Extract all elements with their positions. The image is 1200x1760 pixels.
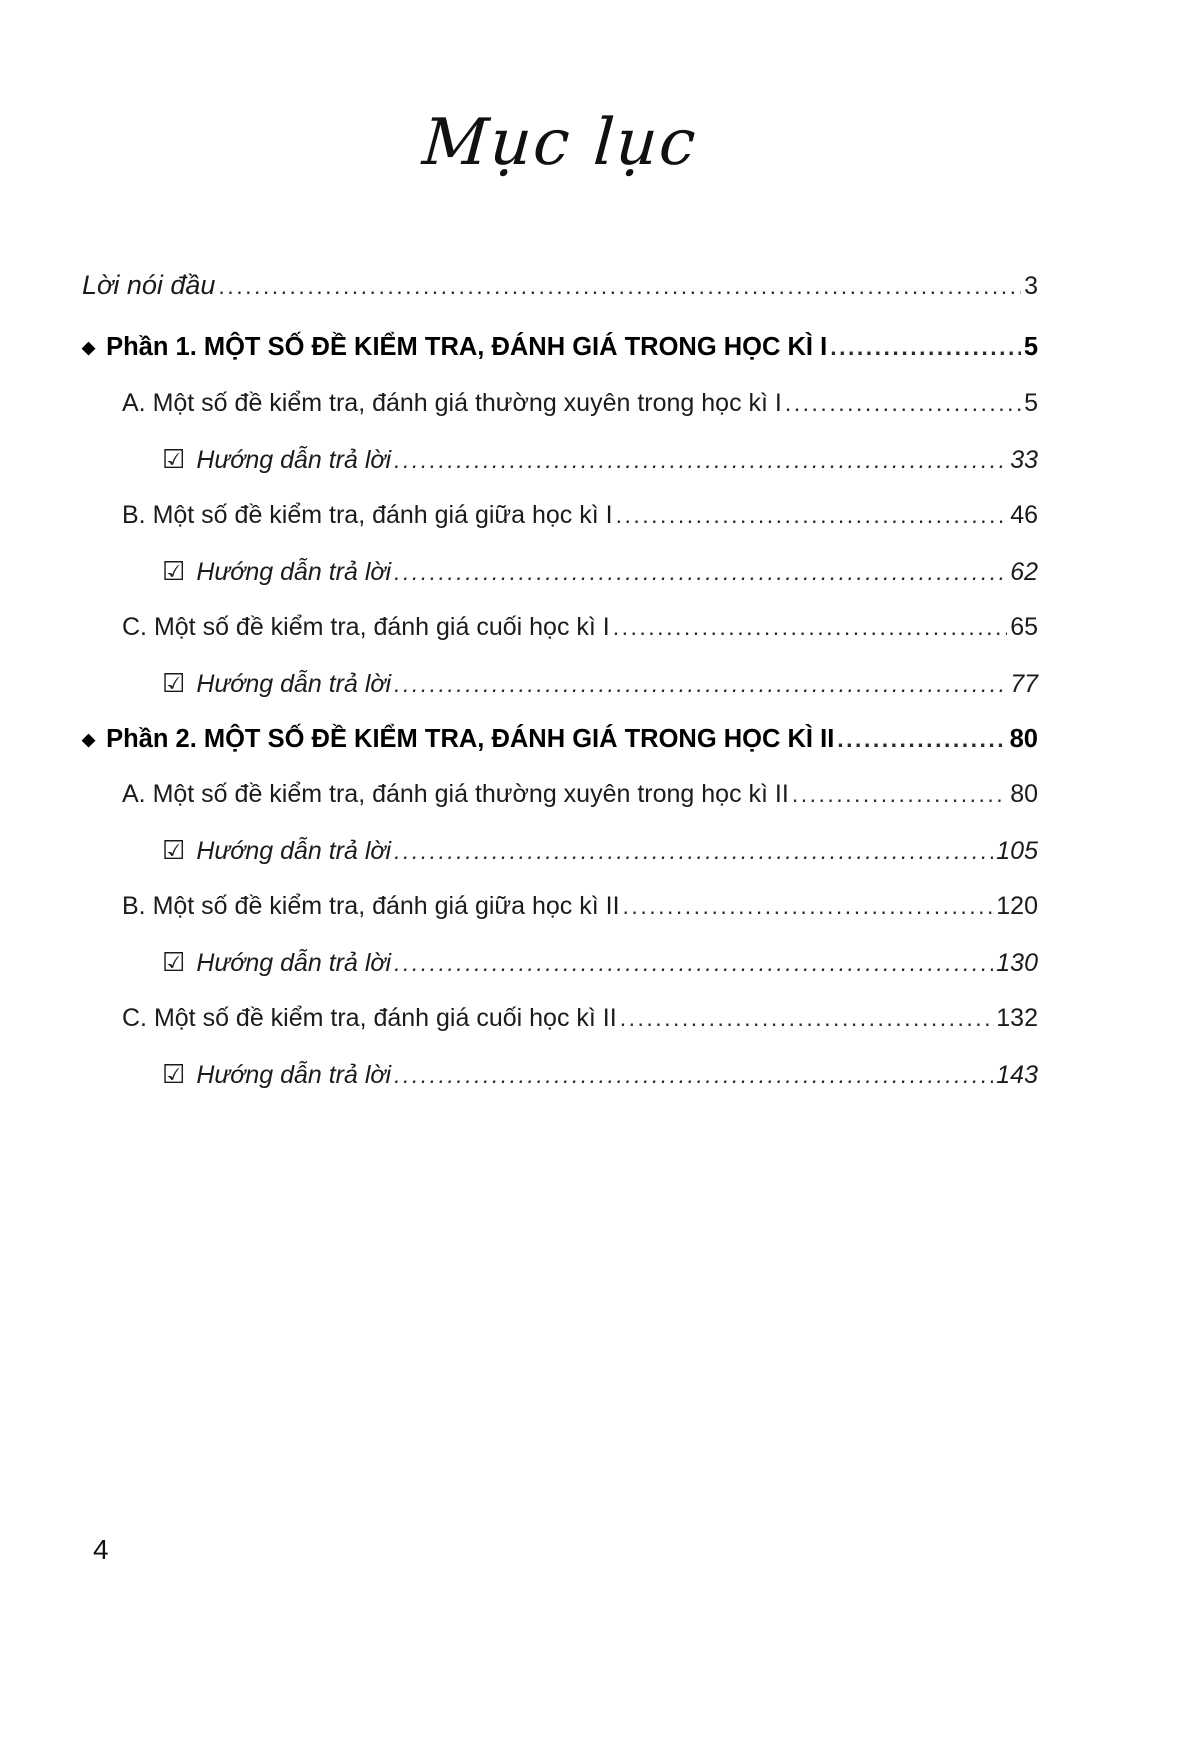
toc-entry-label: B. Một số đề kiểm tra, đánh giá giữa học kì I xyxy=(122,500,613,529)
checkbox-icon: ☑ xyxy=(162,1059,186,1089)
dot-leader xyxy=(837,728,1006,751)
toc-entry-label: Hướng dẫn trả lời xyxy=(196,1061,392,1089)
toc-entry-part xyxy=(82,724,1038,753)
toc-entry-section xyxy=(82,500,1038,529)
toc-entry-label: Hướng dẫn trả lời xyxy=(196,669,392,698)
diamond-bullet-icon: ◆ xyxy=(82,338,96,357)
dot-leader xyxy=(792,783,1007,806)
toc-entry-section xyxy=(82,894,1038,919)
diamond-bullet-icon: ◆ xyxy=(82,729,96,749)
toc-entry-page: 143 xyxy=(996,1061,1038,1089)
toc-entry-page: 77 xyxy=(1010,669,1038,698)
toc-entry-label: A. Một số đề kiểm tra, đánh giá thường xuyên trong học kì II xyxy=(122,780,789,808)
toc-entry-page: 105 xyxy=(996,837,1038,865)
toc-entry-preface xyxy=(82,272,1038,299)
toc-entry-label: C. Một số đề kiểm tra, đánh giá cuối học kì II xyxy=(122,1004,617,1032)
dot-leader xyxy=(394,1064,993,1087)
dot-leader xyxy=(394,449,1007,472)
toc-entry-label: Phần 2. MỘT SỐ ĐỀ KIỂM TRA, ĐÁNH GIÁ TRONG HỌC KÌ II xyxy=(106,724,835,753)
page-number: 4 xyxy=(93,1534,109,1565)
toc-entry-page: 5 xyxy=(1023,333,1038,361)
toc-entry-section xyxy=(82,782,1038,807)
toc-entry-page: 130 xyxy=(996,949,1038,977)
dot-leader xyxy=(218,275,1021,298)
toc-entry-label: Hướng dẫn trả lời xyxy=(196,445,392,474)
dot-leader xyxy=(394,561,1007,584)
toc-entry-page: 132 xyxy=(996,1004,1038,1032)
checkbox-icon: ☑ xyxy=(162,947,186,977)
dot-leader xyxy=(616,504,1008,527)
toc-entry-label: A. Một số đề kiểm tra, đánh giá thường xuyên trong học kì I xyxy=(122,388,782,417)
checkbox-icon: ☑ xyxy=(162,555,186,586)
toc-entry-answer xyxy=(82,443,1038,474)
toc-list xyxy=(82,272,1038,1088)
toc-entry-label: Hướng dẫn trả lời xyxy=(196,949,392,977)
toc-entry-page: 3 xyxy=(1024,272,1038,300)
dot-leader xyxy=(394,840,993,863)
toc-entry-part xyxy=(82,335,1038,361)
toc-entry-answer xyxy=(82,555,1038,586)
page-title: Mục lục xyxy=(420,106,700,180)
toc-entry-page: 46 xyxy=(1010,500,1038,529)
toc-entry-answer xyxy=(82,667,1038,698)
toc-entry-page: 65 xyxy=(1010,612,1038,641)
dot-leader xyxy=(623,895,994,918)
dot-leader xyxy=(394,952,993,975)
checkbox-icon: ☑ xyxy=(162,835,186,865)
toc-entry-label: B. Một số đề kiểm tra, đánh giá giữa học kì II xyxy=(122,892,620,920)
toc-entry-page: 33 xyxy=(1010,445,1038,474)
toc-entry-section xyxy=(82,388,1038,417)
toc-entry-answer xyxy=(82,949,1038,976)
dot-leader xyxy=(830,336,1021,359)
toc-entry-label: C. Một số đề kiểm tra, đánh giá cuối học kì I xyxy=(122,612,610,641)
toc-entry-page: 80 xyxy=(1010,780,1038,808)
checkbox-icon: ☑ xyxy=(162,667,186,698)
toc-entry-page: 62 xyxy=(1010,557,1038,586)
checkbox-icon: ☑ xyxy=(162,443,186,474)
toc-entry-section xyxy=(82,612,1038,641)
toc-entry-label: Lời nói đầu xyxy=(82,270,216,300)
toc-entry-page: 5 xyxy=(1024,388,1038,417)
dot-leader xyxy=(785,392,1021,415)
toc-entry-page: 120 xyxy=(996,892,1038,920)
toc-entry-label: Phần 1. MỘT SỐ ĐỀ KIỂM TRA, ĐÁNH GIÁ TRONG HỌC KÌ I xyxy=(106,333,828,361)
toc-entry-page: 80 xyxy=(1009,724,1038,753)
toc-entry-label: Hướng dẫn trả lời xyxy=(196,557,392,586)
dot-leader xyxy=(394,673,1007,696)
toc-entry-answer xyxy=(82,1061,1038,1088)
toc-entry-label: Hướng dẫn trả lời xyxy=(196,837,392,865)
toc-entry-answer xyxy=(82,837,1038,864)
toc-entry-section xyxy=(82,1006,1038,1031)
dot-leader xyxy=(620,1007,994,1030)
dot-leader xyxy=(613,616,1007,639)
